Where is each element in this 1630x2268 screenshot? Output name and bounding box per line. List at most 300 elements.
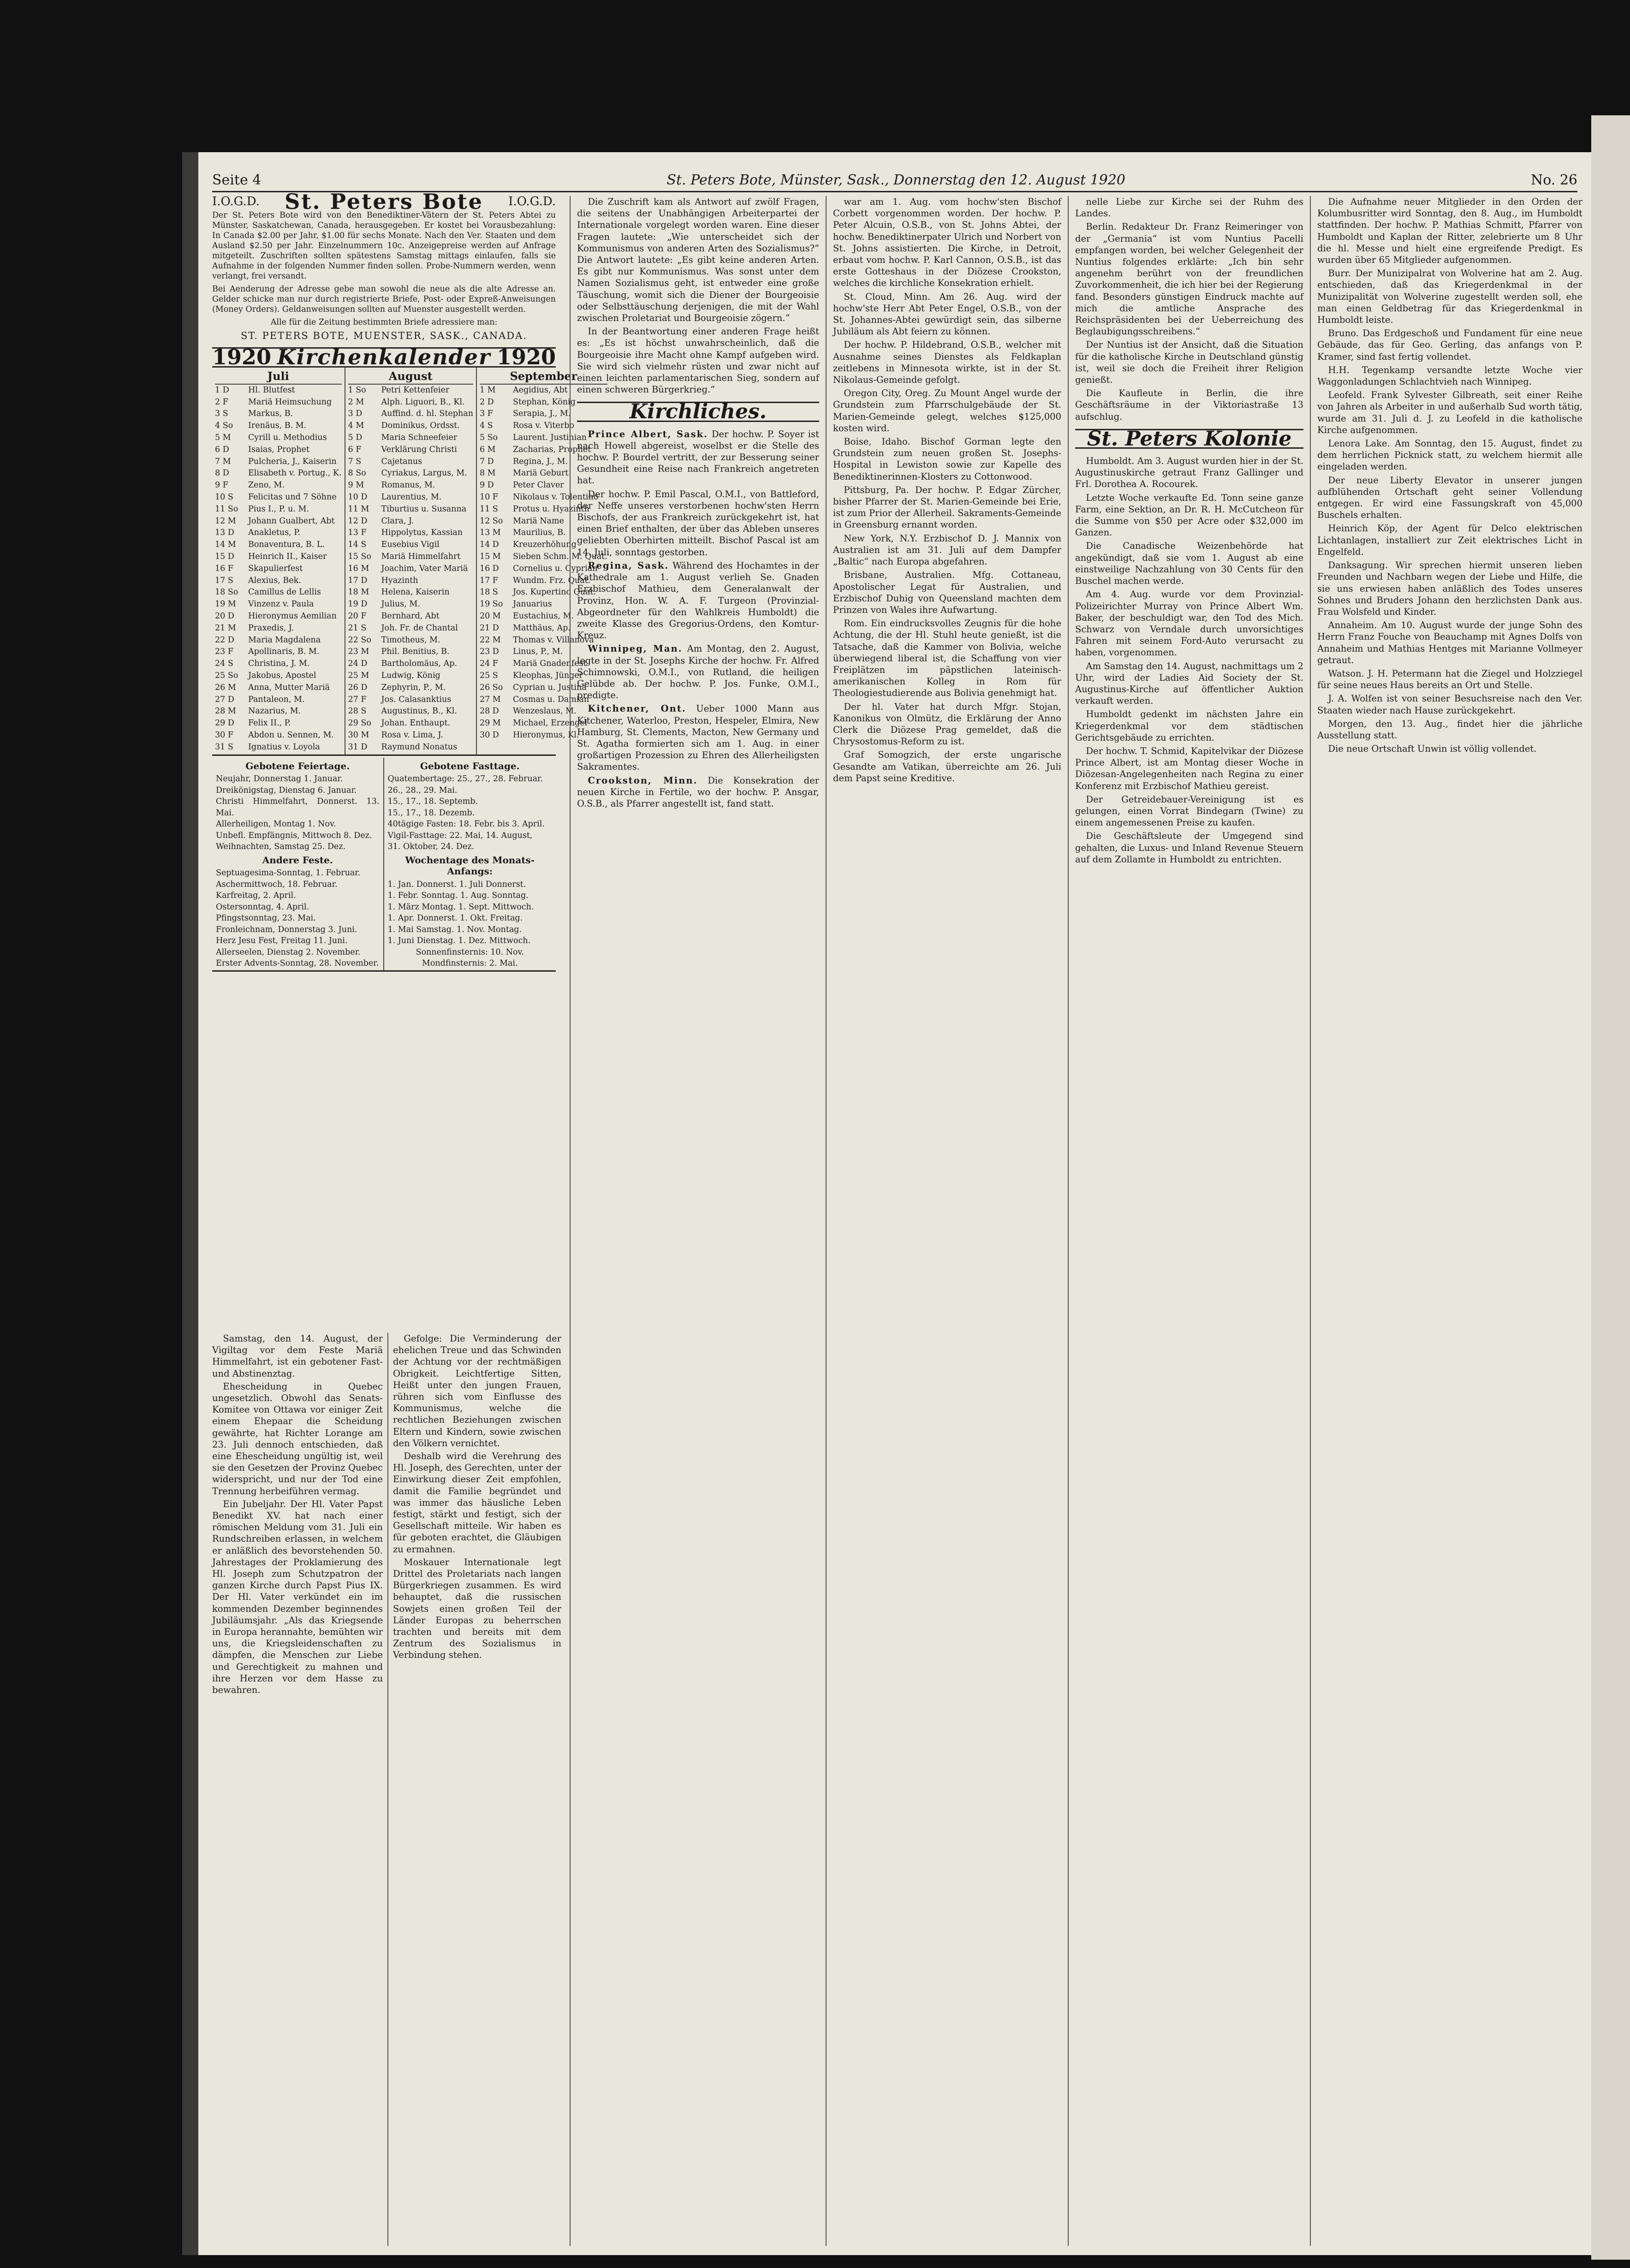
day-number: 26 M: [215, 683, 236, 692]
saint-name: Bonaventura, B. L.: [248, 540, 325, 550]
day-number: 8 D: [215, 469, 229, 478]
holy-day: Weihnachten, Samstag 25. Dez.: [216, 842, 346, 852]
calendar-day: [348, 504, 473, 516]
day-number: 13 F: [348, 528, 367, 538]
saint-name: Rosa v. Lima, J.: [381, 730, 443, 740]
day-number: 4 S: [479, 421, 493, 431]
day-number: 29 M: [479, 718, 501, 728]
news-paragraph: Der Nuntius ist der Ansicht, daß die Situation für die katholische Kirche in Deutschland günstig ist, weil sie doch die Freiheit ihrer Religion genießt.: [1075, 339, 1303, 386]
colony-news-item: Der hochw. T. Schmid, Kapitelvikar der Diözese Prince Albert, ist am Montag dieser Woche in Diözesan-Angelegenheiten nach Regina zu einer Konferenz mit Erzbischof Mathieu gereist.: [1075, 745, 1303, 791]
calendar-day: [348, 623, 473, 635]
day-number: 27 D: [215, 695, 234, 704]
dateline-place: Crookston, Minn.: [588, 775, 698, 786]
day-number: 16 F: [215, 564, 233, 573]
church-news-paragraph: Der hl. Vater hat durch Mfgr. Stojan, Kanonikus von Olmütz, die Erklärung der Anno Clerk die Diözese Prag gemeldet, daß die Chrysostomus-Reform zu ist.: [833, 701, 1061, 747]
calendar-header: [212, 344, 556, 370]
day-number: 22 So: [348, 635, 371, 645]
column-2: [570, 196, 819, 2246]
calendar-day: [348, 432, 473, 444]
day-number: 6 F: [348, 445, 362, 454]
saint-name: Mariä Himmelfahrt: [381, 552, 461, 561]
saint-name: Serapia, J., M.: [512, 409, 571, 419]
day-number: 18 So: [215, 588, 238, 597]
day-number: 23 F: [215, 647, 233, 657]
local-news-item: Lenora Lake. Am Sonntag, den 15. August, findet zu dem herrlichen Picknick statt, zu welchem hiermit alle eingeladen werden.: [1317, 438, 1582, 472]
day-number: 24 D: [348, 659, 368, 669]
day-number: 10 S: [215, 492, 233, 502]
bote-intro: Der St. Peters Bote wird von den Benediktiner-Vätern der St. Peters Abtei zu Münster, Saskatchewan, Canada, herausgegeben. Er kostet bei Vorausbezahlung: In Canada $2.00 per Jahr, $1.00 für sechs Monate. Nach den Ver. Staaten und dem Ausland $2.50 per Jahr. Einzelnummern 10c. Anzeigepreise werden auf Anfrage mitgeteilt. Zuschriften sollten spätestens Samstag mittags einlaufen, falls sie Aufnahme in der folgenden Nummer finden sollen. Probe-Nummern werden, wenn verlangt, frei versandt.: [212, 211, 556, 281]
calendar-day: [348, 527, 473, 539]
day-number: 7 M: [215, 457, 231, 466]
saint-name: Stephan, König: [512, 397, 576, 407]
saint-name: Johan. Enthaupt.: [381, 718, 451, 728]
day-number: 17 D: [348, 576, 368, 585]
colony-news-item: Humboldt. Am 3. August wurden hier in der St. Augustinuskirche getraut Franz Gallinger und Frl. Dorothea A. Rocourek.: [1075, 456, 1303, 490]
saint-name: Elisabeth v. Portug., K.: [248, 469, 342, 478]
church-news-paragraph: Boise, Idaho. Bischof Gorman legte den Grundstein zum neuen großen St. Josephs-Hospital in Lewiston sowie zur Kapelle des Benediktinerinnen-Klosters zu Cottonwood.: [833, 436, 1061, 482]
saint-name: Ignatius v. Loyola: [248, 742, 320, 752]
calendar-year-right: 1920: [496, 344, 556, 370]
day-number: 27 M: [479, 695, 501, 704]
dateline-place: Prince Albert, Sask.: [588, 428, 708, 439]
day-number: 29 So: [348, 718, 371, 728]
calendar-day: [215, 730, 342, 742]
saint-name: Christina, J. M.: [248, 659, 310, 669]
calendar-day: [215, 504, 342, 516]
day-number: 19 D: [348, 600, 368, 609]
saint-name: Johann Gualbert, Abt: [248, 516, 335, 526]
day-number: 17 S: [215, 576, 233, 585]
day-number: 7 D: [479, 457, 494, 466]
saint-name: Zeno, M.: [248, 481, 285, 490]
day-number: 13 D: [215, 528, 234, 538]
saint-name: Eusebius Vigil: [381, 540, 440, 550]
calendar-day: [215, 718, 342, 730]
day-number: 23 M: [348, 647, 369, 657]
holy-day: Neujahr, Donnerstag 1. Januar.: [216, 774, 343, 784]
article-paragraph: In der Beantwortung einer anderen Frage heißt es: „Es ist höchst unwahrscheinlich, daß die Bourgeoisie ihre Macht ohne Kampf aufgeben wird. Sie wird sich vielmehr rüsten und zwar nicht auf einen leichten parlamentarischen Sieg, sondern auf einen schweren Bürgerkrieg.“: [577, 326, 819, 395]
church-news-paragraph: Oregon City, Oreg. Zu Mount Angel wurde der Grundstein zum Pfarrschulgebäude der St. Marien-Gemeinde gelegt, welches $125,000 kosten wird.: [833, 388, 1061, 433]
saint-name: Laurent. Justinian: [512, 433, 587, 442]
calendar-day: [348, 456, 473, 468]
saint-name: Augustinus, B., Kl.: [381, 707, 457, 716]
church-news-paragraph: war am 1. Aug. vom hochw'sten Bischof Corbett vorgenommen worden. Der hochw. P. Peter Alcuin, O.S.B., von St. Johns Abtei, der hochw. Benediktinerpater Ulrich und Norbert von St. Johns assistierten. Die Kirche, in Detroit, erbaut vom hochw. P. Karl Cannon, O.S.B., ist das erste Gotteshaus in der Diözese Crookston, welches die kirchliche Konsekration erhielt.: [833, 196, 1061, 289]
day-number: 17 F: [479, 576, 498, 585]
saint-name: Regina, J., M.: [512, 457, 568, 466]
day-number: 8 So: [348, 469, 366, 478]
saint-name: Dominikus, Ordsst.: [381, 421, 460, 431]
colony-news-item: Die Geschäftsleute der Umgegend sind gehalten, die Luxus- und Inland Revenue Steuern auf dem Zollamte in Humboldt zu entrichten.: [1075, 831, 1303, 865]
saint-name: Hieronymus Aemilian: [248, 611, 337, 621]
calendar-day: [348, 563, 473, 575]
item-text: Die Konsekration der neuen Kirche in Fertile, wo der hochw. P. Ansgar, O.S.B., als Pfarrer angestellt ist, fand statt.: [577, 775, 819, 809]
bote-header: [212, 189, 556, 214]
day-number: 24 F: [479, 659, 498, 669]
kirchliches-list: [577, 428, 819, 810]
calendar-day: [215, 480, 342, 492]
other-feast: Fronleichnam, Donnerstag 3. Juni.: [216, 925, 357, 934]
news-paragraph: nelle Liebe zur Kirche sei der Ruhm des Landes.: [1075, 196, 1303, 219]
church-calendar: [212, 368, 607, 756]
calendar-day: [215, 563, 342, 575]
month-start-weekday: 1. März Montag. 1. Sept. Mittwoch.: [387, 902, 534, 912]
saint-name: Rosa v. Viterbo: [512, 421, 575, 431]
calendar-day: [215, 432, 342, 444]
church-news-item: [577, 703, 819, 772]
saint-name: Zephyrin, P., M.: [381, 683, 446, 692]
day-number: 18 M: [348, 588, 369, 597]
day-number: 30 M: [348, 730, 369, 740]
saint-name: Maria Magdalena: [248, 635, 321, 645]
day-number: 21 D: [479, 623, 499, 633]
calendar-day: [348, 480, 473, 492]
local-news-item: Annaheim. Am 10. August wurde der junge Sohn des Herrn Franz Fouche von Beauchamp mit Agnes Dolfs von Annaheim und Mathias Hentges mit Marianne Vollmeyer getraut.: [1317, 620, 1582, 665]
saint-name: Nazarius, M.: [248, 707, 301, 716]
dateline-place: Winnipeg, Man.: [588, 643, 683, 654]
local-news-item: Der neue Liberty Elevator in unserer jungen aufblühenden Ortschaft geht seiner Vollendung entgegen. Er wird eine Fassungskraft von 45,000 Buschels erhalten.: [1317, 475, 1582, 521]
saint-name: Aegidius, Abt: [512, 385, 568, 395]
page-binding: [182, 152, 198, 2255]
saint-name: Pius I., P. u. M.: [248, 504, 309, 514]
calendar-day: [348, 670, 473, 682]
fast-days-list: [388, 773, 553, 853]
calendar-day: [215, 682, 342, 694]
kirchliches-heading: Kirchliches.: [577, 402, 819, 422]
calendar-day: [348, 420, 473, 432]
calendar-day: [348, 468, 473, 480]
day-number: 12 M: [215, 516, 236, 526]
fast-day: 15., 17., 18. Dezemb.: [387, 808, 475, 818]
saint-name: Mariä Name: [512, 516, 564, 526]
holy-day: Christi Himmelfahrt, Donnerst. 13. Mai.: [216, 797, 380, 818]
news-paragraph: Deshalb wird die Verehrung des Hl. Joseph, des Gerechten, unter der Einwirkung dieser Zeit empfohlen, damit die Familie begründet und was immer das häusliche Leben festigt, stärkt und festigt, sich der Gesellschaft mitteile. Wir haben es für geboten erachtet, die Gläubigen zu ermahnen.: [393, 1451, 561, 1555]
news-paragraph: Ehescheidung in Quebec ungesetzlich. Obwohl das Senats-Komitee von Ottawa vor einiger Zeit einem Ehepaar die Scheidung gewährte, hat Richter Lorange am 23. Juli dennoch entschieden, daß eine Ehescheidung ungültig ist, weil sie den Gesetzen der Provinz Quebec widerspricht, und nur der Tod eine Trennung herbeiführen vermag.: [212, 1381, 383, 1496]
day-number: 9 F: [215, 481, 228, 490]
calendar-day: [215, 444, 342, 456]
saint-name: Kreuzerhöhung: [512, 540, 577, 550]
day-number: 16 M: [348, 564, 369, 573]
day-number: 28 S: [348, 707, 367, 716]
saint-name: Linus, P., M.: [512, 647, 563, 657]
item-text: Während des Hochamtes in der Kathedrale am 1. August verlieh Se. Gnaden Erzbischof Mathieu, dem Generalanwalt der Provinz, Hon. W. A. F. Turgeon (Provinzial-Abgeordneter für den Wahlkreis Humboldt) die zweite Klasse des Gregorius-Ordens, den Komtur-Kreuz.: [577, 560, 819, 641]
saint-name: Pulcheria, J., Kaiserin: [248, 457, 337, 466]
calendar-day: [348, 682, 473, 694]
church-news-paragraph: Brisbane, Australien. Mfg. Cottaneau, Apostolischer Legat für Australien, und Erzbischof Duhig von Queensland machten dem Prinzen von Wales ihre Aufwartung.: [833, 570, 1061, 615]
adjacent-page-edge: [1591, 115, 1630, 2260]
local-news-item: Heinrich Köp, der Agent für Delco elektrischen Lichtanlagen, installiert zur Zeit elektrisches Licht in Engelfeld.: [1317, 523, 1582, 557]
church-news-item: [577, 775, 819, 810]
day-number: 2 F: [215, 397, 228, 407]
day-number: 23 D: [479, 647, 499, 657]
calendar-day: [215, 706, 342, 718]
day-number: 9 D: [479, 481, 494, 490]
local-news-item: Watson. J. H. Petermann hat die Ziegel und Holzziegel für seine neues Haus bereits an Ort und Stelle.: [1317, 668, 1582, 691]
day-number: 30 F: [215, 730, 233, 740]
saint-name: Auffind. d. hl. Stephan: [381, 409, 473, 419]
saint-name: Laurentius, M.: [381, 492, 442, 502]
calendar-day: [215, 599, 342, 611]
saint-name: Mariä Heimsuchung: [248, 397, 332, 407]
eclipse-list: [388, 947, 553, 969]
calendar-day: [215, 611, 342, 623]
news-paragraph: Berlin. Redakteur Dr. Franz Reimeringer von der „Germania“ ist vom Nuntius Pacelli empfangen worden, bei welcher Gelegenheit der Nuntius folgendes erklärte: „Ich bin sehr angenehm berührt von der freundlichen Zuvorkommenheit, die ich hier bei der Regierung fand. Besonders günstigen Eindruck machte auf mich die amtliche Ansprache des Reichspräsidenten bei der Ueberreichung des Beglaubigungsschreibens.“: [1075, 221, 1303, 337]
day-number: 20 D: [215, 611, 234, 621]
other-feast: Septuagesima-Sonntag, 1. Februar.: [216, 868, 361, 878]
calendar-day: [215, 587, 342, 599]
bote-notice: Bei Aenderung der Adresse gebe man sowohl die neue als die alte Adresse an. Gelder schicke man nur durch registrierte Briefe, Post- oder Expreß-Anweisungen (Money Orders). Geldanweisungen sollten auf Muenster ausgestellt werden.: [212, 285, 556, 315]
church-news-list: [833, 196, 1061, 784]
saint-name: Matthäus, Ap.: [512, 623, 571, 633]
column-3: [826, 196, 1061, 2246]
day-number: 4 M: [348, 421, 364, 431]
newspaper-page: [198, 152, 1591, 2255]
saint-name: Jos. Kupertino Quat.: [512, 588, 596, 597]
calendar-day: [348, 385, 473, 397]
calendar-day: [215, 539, 342, 551]
calendar-day: [215, 468, 342, 480]
calendar-day: [348, 694, 473, 706]
berlin-news: [1075, 196, 1303, 422]
saint-name: Raymund Nonatus: [381, 742, 458, 752]
calendar-day: [215, 385, 342, 397]
day-number: 5 So: [479, 433, 498, 442]
saint-name: Abdon u. Sennen, M.: [248, 730, 334, 740]
saint-name: Helena, Kaiserin: [381, 588, 450, 597]
saint-name: Mariä Geburt: [512, 469, 569, 478]
calendar-day: [348, 646, 473, 658]
church-news-item: [577, 428, 819, 487]
day-number: 27 F: [348, 695, 367, 704]
news-paragraph: Samstag, den 14. August, der Vigiltag vor dem Feste Mariä Himmelfahrt, ist ein gebotener Fast- und Abstinenztag.: [212, 1333, 383, 1379]
month-start-weekday: 1. Juni Dienstag. 1. Dez. Mittwoch.: [387, 936, 531, 946]
church-news-paragraph: St. Cloud, Minn. Am 26. Aug. wird der hochw'ste Herr Abt Peter Engel, O.S.B., von der St. Johannes-Abtei gewürdigt sein, das silberne Jubiläum als Abt feiern zu können.: [833, 291, 1061, 337]
day-number: 15 So: [348, 552, 371, 561]
saint-name: Romanus, M.: [381, 481, 435, 490]
news-paragraph: Ein Jubeljahr. Der Hl. Vater Papst Benedikt XV. hat nach einer römischen Meldung vom 31. Juli ein Rundschreiben erlassen, in welchem er anläßlich des bevorstehenden 50. Jahrestages der Proklamierung des Hl. Joseph zum Schutzpatron der ganzen Kirche durch Papst Pius IX. Der Hl. Vater verkündet ein im kommenden Dezember beginnendes Jubiläumsjahr. „Als das Kriegsende in Europa herannahte, bemühten wir uns, die Kriegsleidenschaften zu dämpfen, die Menschen zur Liebe und Gerechtigkeit zu mahnen und ihre Herzen vor dem Hasse zu bewahren.: [212, 1498, 383, 1696]
saint-name: Hl. Blutfest: [248, 385, 295, 395]
day-number: 5 M: [215, 433, 231, 442]
saint-name: Felicitas und 7 Söhne: [248, 492, 337, 502]
saint-name: Wenzeslaus, M.: [512, 707, 577, 716]
saint-name: Cornelius u. Cyprian: [512, 564, 598, 573]
colony-news-item: Humboldt gedenkt im nächsten Jahre ein Kriegerdenkmal vor dem städtischen Gerichtsgebäude zu errichten.: [1075, 709, 1303, 743]
local-news-item: Bruno. Das Erdgeschoß und Fundament für eine neue Gebäude, das für Geo. Gerling, das anfangs von P. Kramer, sind fast fertig vollendet.: [1317, 328, 1582, 362]
eclipse: Mondfinsternis: 2. Mai.: [422, 959, 518, 968]
column-1-lower-left: [212, 1333, 383, 2246]
saint-name: Cajetanus: [381, 457, 422, 466]
day-number: 18 S: [479, 588, 498, 597]
calendar-day: [348, 611, 473, 623]
month-start-weekday: 1. Febr. Sonntag. 1. Aug. Sonntag.: [387, 891, 529, 901]
calendar-day: [215, 516, 342, 528]
saint-name: Verklärung Christi: [381, 445, 457, 454]
calendar-day: [348, 516, 473, 528]
local-news-list: [1317, 196, 1582, 754]
badge-left: I.O.G.D.: [212, 195, 260, 208]
day-number: 21 S: [348, 623, 367, 633]
month-name: August: [348, 368, 473, 385]
calendar-day: [215, 551, 342, 563]
day-number: 3 S: [215, 409, 228, 419]
saint-name: Isaias, Prophet: [248, 445, 310, 454]
holy-day: Dreikönigstag, Dienstag 6. Januar.: [216, 785, 357, 795]
saint-name: Markus, B.: [248, 409, 293, 419]
saint-name: Nikolaus v. Tolentino: [512, 492, 599, 502]
communism-article: [577, 196, 819, 395]
church-news-paragraph: Der hochw. P. Hildebrand, O.S.B., welcher mit Ausnahme seines Dienstes als Feldkaplan zeitlebens in Minnesota wirkte, ist in der St. Nikolaus-Gemeinde gefolgt.: [833, 339, 1061, 386]
news-paragraph: Moskauer Internationale legt Drittel des Proletariats nach langen Bürgerkriegen zusammen. Es wird behauptet, daß die russischen Sowjets einen großen Teil der Länder Europas zu beherrschen trachten und bereits mit dem Zentrum des Sozialismus in Verbindung stehen.: [393, 1556, 561, 1661]
calendar-day: [348, 706, 473, 718]
day-number: 4 So: [215, 421, 233, 431]
month-start-weekday: 1. Jan. Donnerst. 1. Juli Donnerst.: [387, 879, 526, 889]
saint-name: Zacharias, Prophet: [512, 445, 591, 454]
other-feasts-heading: Andere Feste.: [262, 854, 333, 866]
calendar-day: [215, 635, 342, 647]
article-paragraph: Die Zuschrift kam als Antwort auf zwölf Fragen, die seitens der Unabhängigen Arbeiterpartei der Internationale vorgelegt worden waren. Eine dieser Fragen lautete: „Wie unterscheidet sich der Kommunismus von anderen Arten des Sozialismus?“ Die Antwort lautete: „Es gibt keine anderen Arten. Es gibt nur Kommunismus. Was sonst unter dem Namen Sozialismus geht, ist entweder eine große Täuschung, womit sich die Diener der Bourgeoisie oder Selbsttäuschung derjenigen, die mit der Wahl zwischen Proletariat und Bourgeoisie zögern.“: [577, 196, 819, 324]
fast-day: 40tägige Fasten: 18. Febr. bis 3. April.: [387, 819, 545, 829]
day-number: 6 M: [479, 445, 496, 454]
day-number: 1 So: [348, 385, 366, 395]
other-feast: Karfreitag, 2. April.: [216, 891, 296, 901]
saint-name: Irenäus, B. M.: [248, 421, 307, 431]
address-intro: Alle für die Zeitung bestimmten Briefe adressiere man:: [270, 318, 498, 327]
holy-days-heading: Gebotene Feiertage.: [245, 760, 350, 772]
saint-name: Jos. Calasanktius: [381, 695, 452, 704]
day-number: 26 D: [348, 683, 368, 692]
day-number: 6 D: [215, 445, 229, 454]
day-number: 14 S: [348, 540, 367, 550]
saint-name: Cyriakus, Largus, M.: [381, 469, 467, 478]
day-number: 10 F: [479, 492, 498, 502]
day-number: 10 D: [348, 492, 368, 502]
day-number: 19 M: [215, 600, 236, 609]
calendar-year-left: 1920: [212, 344, 272, 370]
saint-name: Maria Schneefeier: [381, 433, 458, 442]
day-number: 22 D: [215, 635, 234, 645]
day-number: 20 M: [479, 611, 501, 621]
day-number: 25 M: [348, 671, 369, 680]
day-number: 11 S: [479, 504, 498, 514]
eclipse: Sonnenfinsternis: 10. Nov.: [416, 947, 524, 957]
bote-address: ST. PETERS BOTE, MUENSTER, SASK., CANADA.: [241, 330, 527, 342]
issue-number: No. 26: [1530, 172, 1577, 188]
church-news-item: [577, 560, 819, 641]
church-news-paragraph: New York, N.Y. Erzbischof D. J. Mannix von Australien ist am 31. Juli auf dem Dampfer „Baltic“ nach Europa abgefahren.: [833, 533, 1061, 567]
saint-name: Alph. Liguori, B., Kl.: [381, 397, 465, 407]
saint-name: Skapulierfest: [248, 564, 303, 573]
saint-name: Vinzenz v. Paula: [248, 600, 314, 609]
month-start-weekday: 1. Mai Samstag. 1. Nov. Montag.: [387, 925, 522, 934]
saint-name: Hieronymus, Kl.: [512, 730, 579, 740]
saint-name: Julius, M.: [381, 600, 420, 609]
calendar-day: [348, 551, 473, 563]
day-number: 14 M: [215, 540, 236, 550]
weekdays-heading: Wochentage des Monats-Anfangs:: [405, 854, 535, 877]
saint-name: Cyrill u. Methodius: [248, 433, 327, 442]
other-feast: Erster Advents-Sonntag, 28. November.: [216, 959, 379, 968]
calendar-month: [212, 368, 345, 754]
day-number: 28 M: [215, 707, 236, 716]
day-number: 24 S: [215, 659, 233, 669]
local-news-item: Die Aufnahme neuer Mitglieder in den Orden der Kolumbusritter wird Sonntag, den 8. Aug., im Humboldt stattfinden. Der hochw. P. Mathias Schmitt, Pfarrer von Humboldt und Kaplan der Ritter, zelebrierte um 8 Uhr die hl. Messe und hielt eine ergreifende Predigt. Es wurden über 65 Mitglieder aufgenommen.: [1317, 196, 1582, 266]
month-name: September: [480, 368, 607, 385]
day-number: 7 S: [348, 457, 362, 466]
calendar-day: [348, 730, 473, 742]
calendar-day: [215, 646, 342, 658]
day-number: 25 S: [479, 671, 498, 680]
calendar-day: [215, 456, 342, 468]
calendar-day: [348, 587, 473, 599]
item-text: Der hochw. P. Soyer ist nach Howell abgereist, woselbst er die Stelle des hochw. P. Bourdel vertritt, der zur Besserung seiner Gesundheit eine Reise nach Frankreich angetreten hat.: [577, 428, 820, 486]
calendar-day: [215, 397, 342, 409]
day-number: 13 M: [479, 528, 501, 538]
saint-name: Mariä Gnadenfest: [512, 659, 587, 669]
calendar-day: [215, 408, 342, 420]
saint-name: Eustachius, M.: [512, 611, 574, 621]
saint-name: Thomas v. Villanova: [512, 635, 594, 645]
page-number: Seite 4: [212, 172, 262, 188]
saint-name: Heinrich II., Kaiser: [248, 552, 327, 561]
saint-name: Alexius, Bek.: [248, 576, 301, 585]
saint-name: Pantaleon, M.: [248, 695, 305, 704]
badge-right: I.O.G.D.: [508, 195, 556, 208]
day-number: 19 So: [479, 600, 503, 609]
column-4: [1068, 196, 1303, 2246]
saint-name: Sieben Schm. M. Quat.: [512, 552, 607, 561]
saint-name: Clara, J.: [381, 516, 414, 526]
holy-day: Allerheiligen, Montag 1. Nov.: [216, 819, 336, 829]
other-feast: Aschermittwoch, 18. Februar.: [216, 879, 338, 889]
saint-name: Joh. Fr. de Chantal: [381, 623, 458, 633]
page-header: [212, 166, 1577, 192]
saint-name: Jakobus, Apostel: [248, 671, 316, 680]
local-news-item: H.H. Tegenkamp versandte letzte Woche vier Waggonladungen Schlachtvieh nach Winnipeg.: [1317, 364, 1582, 387]
item-text: Der hochw. P. Emil Pascal, O.M.I., von Battleford, der Neffe unseres verstorbenen hochw'sten Herrn Bischofs, der aus Frankreich zurückgekehrt ist, hat einen Brief enthalten, der über das Ableben unseres geliebten Oberhirten mitteilt. Bischof Pascal ist am 14. Juli, sonntags gestorben.: [577, 488, 819, 558]
calendar-month: [345, 368, 477, 754]
saint-name: Bartholomäus, Ap.: [381, 659, 457, 669]
calendar-day: [348, 397, 473, 409]
news-paragraph: Die Kaufleute in Berlin, die ihre Geschäftsräume in der Viktoriastraße 13 aufschlug.: [1075, 388, 1303, 422]
local-news-item: J. A. Wolfen ist von seiner Besuchsreise nach den Ver. Staaten wieder nach Hause zurückgekehrt.: [1317, 693, 1582, 716]
calendar-day: [215, 623, 342, 635]
local-news-item: Danksagung. Wir sprechen hiermit unseren lieben Freunden und Nachbarn wegen der Liebe und Hilfe, die sie uns erwiesen haben anläßlich des Todes unseres Sohnes und Bruders Johann den herzlichsten Dank aus. Frau Wolsfeld und Kinder.: [1317, 560, 1582, 617]
day-number: 26 So: [479, 683, 503, 692]
saint-name: Anna, Mutter Mariä: [248, 683, 330, 692]
calendar-day: [348, 635, 473, 647]
saint-name: Camillus de Lellis: [248, 588, 321, 597]
feast-tables: [212, 758, 556, 972]
saint-name: Januarius: [512, 600, 552, 609]
saint-name: Timotheus, M.: [381, 635, 440, 645]
kolonie-heading: St. Peters Kolonie: [1075, 429, 1303, 449]
day-number: 8 M: [479, 469, 496, 478]
feasts-left: [212, 758, 384, 970]
month-start-weekday: 1. Apr. Donnerst. 1. Okt. Freitag.: [387, 914, 523, 923]
calendar-day: [348, 408, 473, 420]
day-number: 14 D: [479, 540, 499, 550]
saint-name: Anakletus, P.: [248, 528, 301, 538]
calendar-day: [215, 658, 342, 670]
day-number: 3 F: [479, 409, 493, 419]
church-news-paragraph: Graf Somogzich, der erste ungarische Gesandte am Vatikan, überreichte am 26. Juli dem Papst seine Kreditive.: [833, 749, 1061, 784]
saint-name: Cyprian u. Justina: [512, 683, 587, 692]
calendar-day: [348, 539, 473, 551]
church-news-item: [577, 488, 819, 558]
saint-name: Tiburtius u. Susanna: [381, 504, 467, 514]
dateline-place: Kitchener, Ont.: [588, 703, 686, 714]
calendar-day: [348, 742, 473, 754]
month-name: Juli: [215, 368, 342, 385]
